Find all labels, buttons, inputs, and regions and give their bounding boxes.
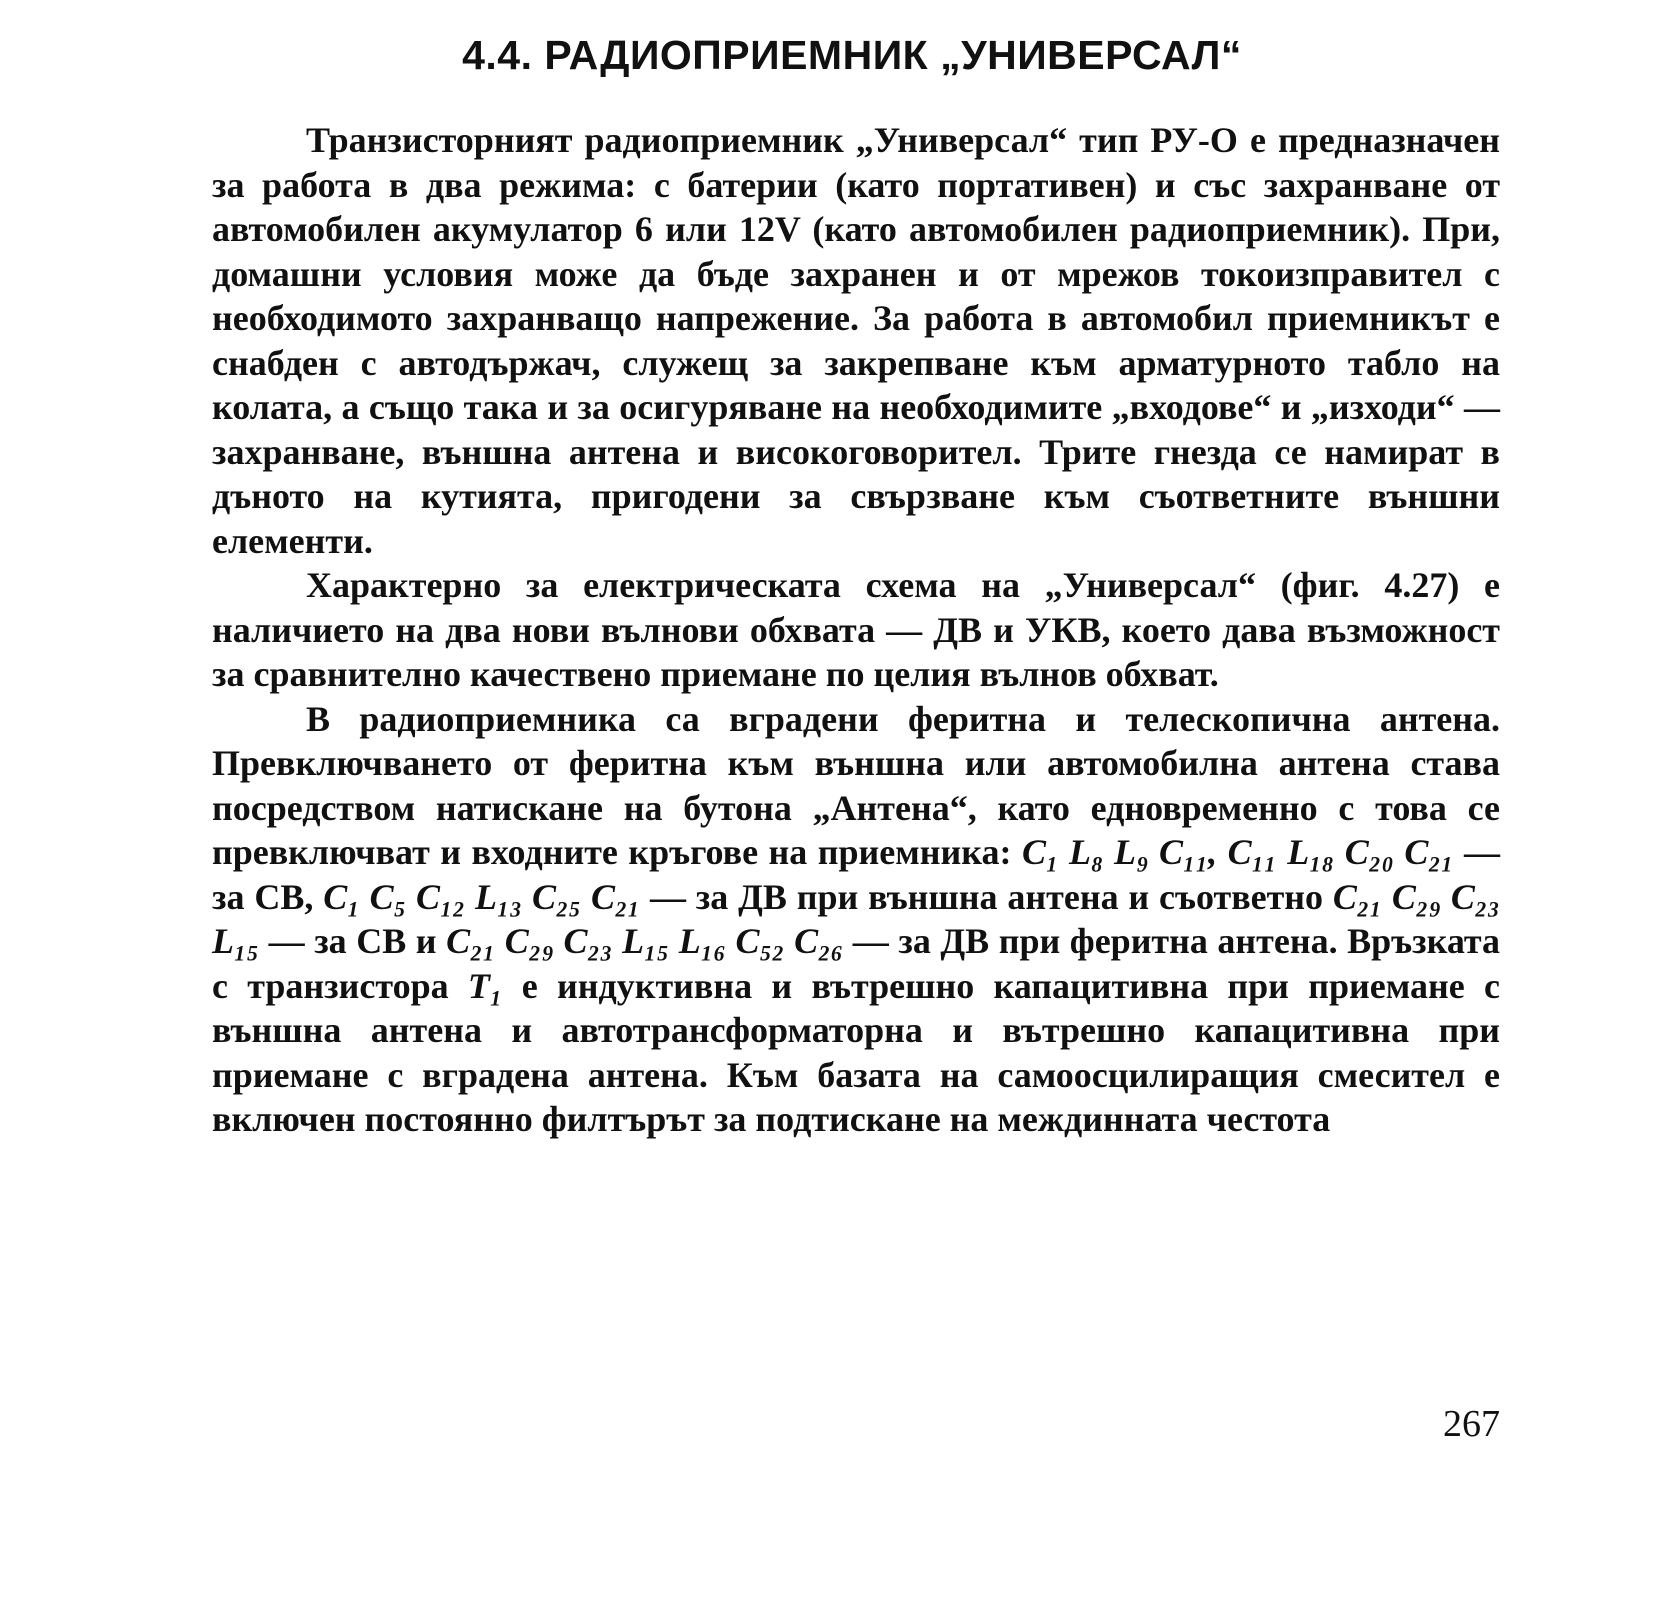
- body-text: [212, 118, 1500, 1142]
- page-number: 267: [1443, 1403, 1500, 1445]
- formula-3: C₂₁ C₂₉ C₂₃ L₁₅: [212, 876, 1500, 961]
- formula-4: C₂₁ C₂₉ C₂₃ L₁₅ L₁₆ C₅₂ C₂₆: [446, 921, 844, 961]
- paragraph-3-text-2: — за СВ,: [212, 832, 1500, 917]
- formula-2: C₁ C₅ C₁₂ L₁₃ C₂₅ C₂₁: [323, 876, 641, 917]
- formula-5: T₁: [467, 965, 503, 1006]
- paragraph-3: [212, 697, 1500, 1142]
- paragraph-3-text-1: В радиоприемника са вградени феритна и телескопична антена. Превключването от феритна към външна или автомобилна антена става посредством натискане на бутона „Антена“, като едновременно с това се превключват и входните кръгове на приемника:: [212, 698, 1500, 872]
- section-heading: 4.4. РАДИОПРИЕМНИК „УНИВЕРСАЛ“: [462, 32, 1242, 78]
- paragraph-3-text-4: — за СВ и: [259, 921, 447, 961]
- paragraph-3-text-3: — за ДВ при външна антена и съответно: [640, 876, 1333, 917]
- paragraph-3-text-5: — за ДВ при феритна антена. Връзката с транзистора: [212, 921, 1501, 1006]
- formula-1: C₁ L₈ L₉ C₁₁, C₁₁ L₁₈ C₂₀ C₂₁: [1021, 832, 1454, 872]
- paragraph-2: Характерно за електрическата схема на „Универсал“ (фиг. 4.27) е наличието на два нови вълнови обхвата — ДВ и УКВ, което дава възможност за сравнително качествено приемане по целия вълнов обхват.: [212, 565, 1500, 694]
- paragraph-1: Транзисторният радиоприемник „Универсал“ тип РУ-О е предназначен за работа в два режима: с батерии (като портативен) и със захранване от автомобилен акумулатор 6 или 12V (като автомобилен радиоприемник). При, домашни условия може да бъде захранен и от мрежов токоизправител с необходимото захранващо напрежение. За работа в автомобил приемникът е снабден с автодържач, служещ за закрепване към арматурното табло на колата, а също така и за осигуряване на необходимите „входове“ и „изходи“ — захранване, външна антена и високоговорител. Трите гнезда се намират в дъното на кутията, пригодени за свързване към съответните външни елементи.: [212, 120, 1500, 561]
- paragraph-3-text-6: е индуктивна и вътрешно капацитивна при приемане с външна антена и автотрансформаторна и вътрешно капацитивна при приемане с вградена антена. Към базата на самоосцилиращия смесител е включен постоянно филтърът за подтискане на междинната честота: [212, 965, 1500, 1139]
